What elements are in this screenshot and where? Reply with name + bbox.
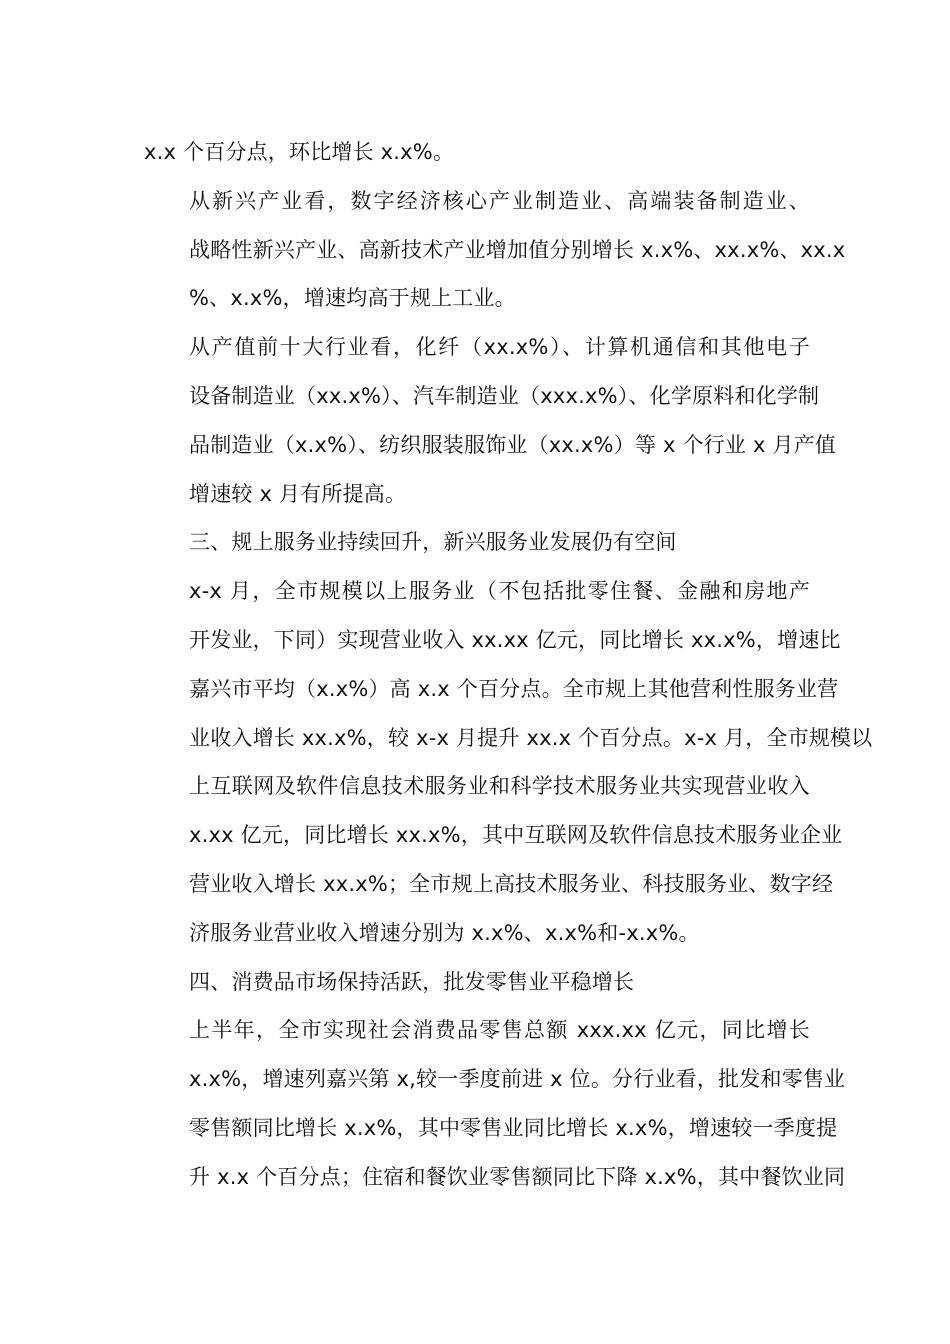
text-line: 增速较 x 月有所提高。 — [189, 481, 407, 506]
text-line: 营业收入增长 xx.x%；全市规上高技术服务业、科技服务业、数字经 — [189, 871, 834, 896]
text-line: x.x%，增速列嘉兴第 x,较一季度前进 x 位。分行业看，批发和零售业 — [189, 1067, 846, 1092]
body-paragraph — [144, 567, 873, 957]
text-line: 嘉兴市平均（x.x%）高 x.x 个百分点。全市规上其他营利性服务业营 — [189, 676, 839, 701]
text-line: %、x.x%，增速均高于规上工业。 — [189, 286, 516, 311]
body-paragraph — [144, 1006, 846, 1201]
document-page — [144, 128, 873, 1202]
text-line: x.x 个百分点，环比增长 x.x%。 — [144, 140, 455, 164]
text-line: 升 x.x 个百分点；住宿和餐饮业零售额同比下降 x.x%，其中餐饮业同 — [189, 1164, 846, 1189]
section-heading — [144, 958, 810, 1007]
text-line: 三、规上服务业持续回升，新兴服务业发展仍有空间 — [189, 530, 677, 555]
text-line: 品制造业（x.x%）、纺织服装服饰业（xx.x%）等 x 个行业 x 月产值 — [189, 432, 837, 457]
text-line: 四、消费品市场保持活跃，批发零售业平稳增长 — [189, 969, 635, 994]
text-line: 设备制造业（xx.x%）、汽车制造业（xxx.x%）、化学原料和化学制 — [189, 383, 820, 408]
text-line: 济服务业营业收入增速分别为 x.x%、x.x%和-x.x%。 — [189, 920, 700, 945]
text-line: 从新兴产业看，数字经济核心产业制造业、高端装备制造业、 — [189, 188, 810, 213]
text-line: x.xx 亿元，同比增长 xx.x%，其中互联网及软件信息技术服务业企业 — [189, 823, 843, 848]
text-line: 零售额同比增长 x.x%，其中零售业同比增长 x.x%，增速较一季度提 — [189, 1115, 838, 1140]
text-line: 上半年，全市实现社会消费品零售总额 xxx.xx 亿元，同比增长 — [189, 1018, 810, 1043]
text-line: 业收入增长 xx.x%，较 x-x 月提升 xx.x 个百分点。x-x 月，全市规模以 — [189, 725, 873, 750]
text-line: x-x 月，全市规模以上服务业（不包括批零住餐、金融和房地产 — [189, 579, 810, 604]
text-line: 上互联网及软件信息技术服务业和科学技术服务业共实现营业收入 — [189, 774, 810, 799]
text-line: 开发业，下同）实现营业收入 xx.xx 亿元，同比增长 xx.x%，增速比 — [189, 627, 841, 652]
body-paragraph — [144, 323, 837, 518]
section-heading — [144, 518, 810, 567]
body-paragraph — [144, 177, 846, 323]
body-paragraph — [144, 128, 810, 177]
text-line: 从产值前十大行业看，化纤（xx.x%）、计算机通信和其他电子 — [189, 335, 810, 360]
text-line: 战略性新兴产业、高新技术产业增加值分别增长 x.x%、xx.x%、xx.x — [189, 237, 846, 262]
